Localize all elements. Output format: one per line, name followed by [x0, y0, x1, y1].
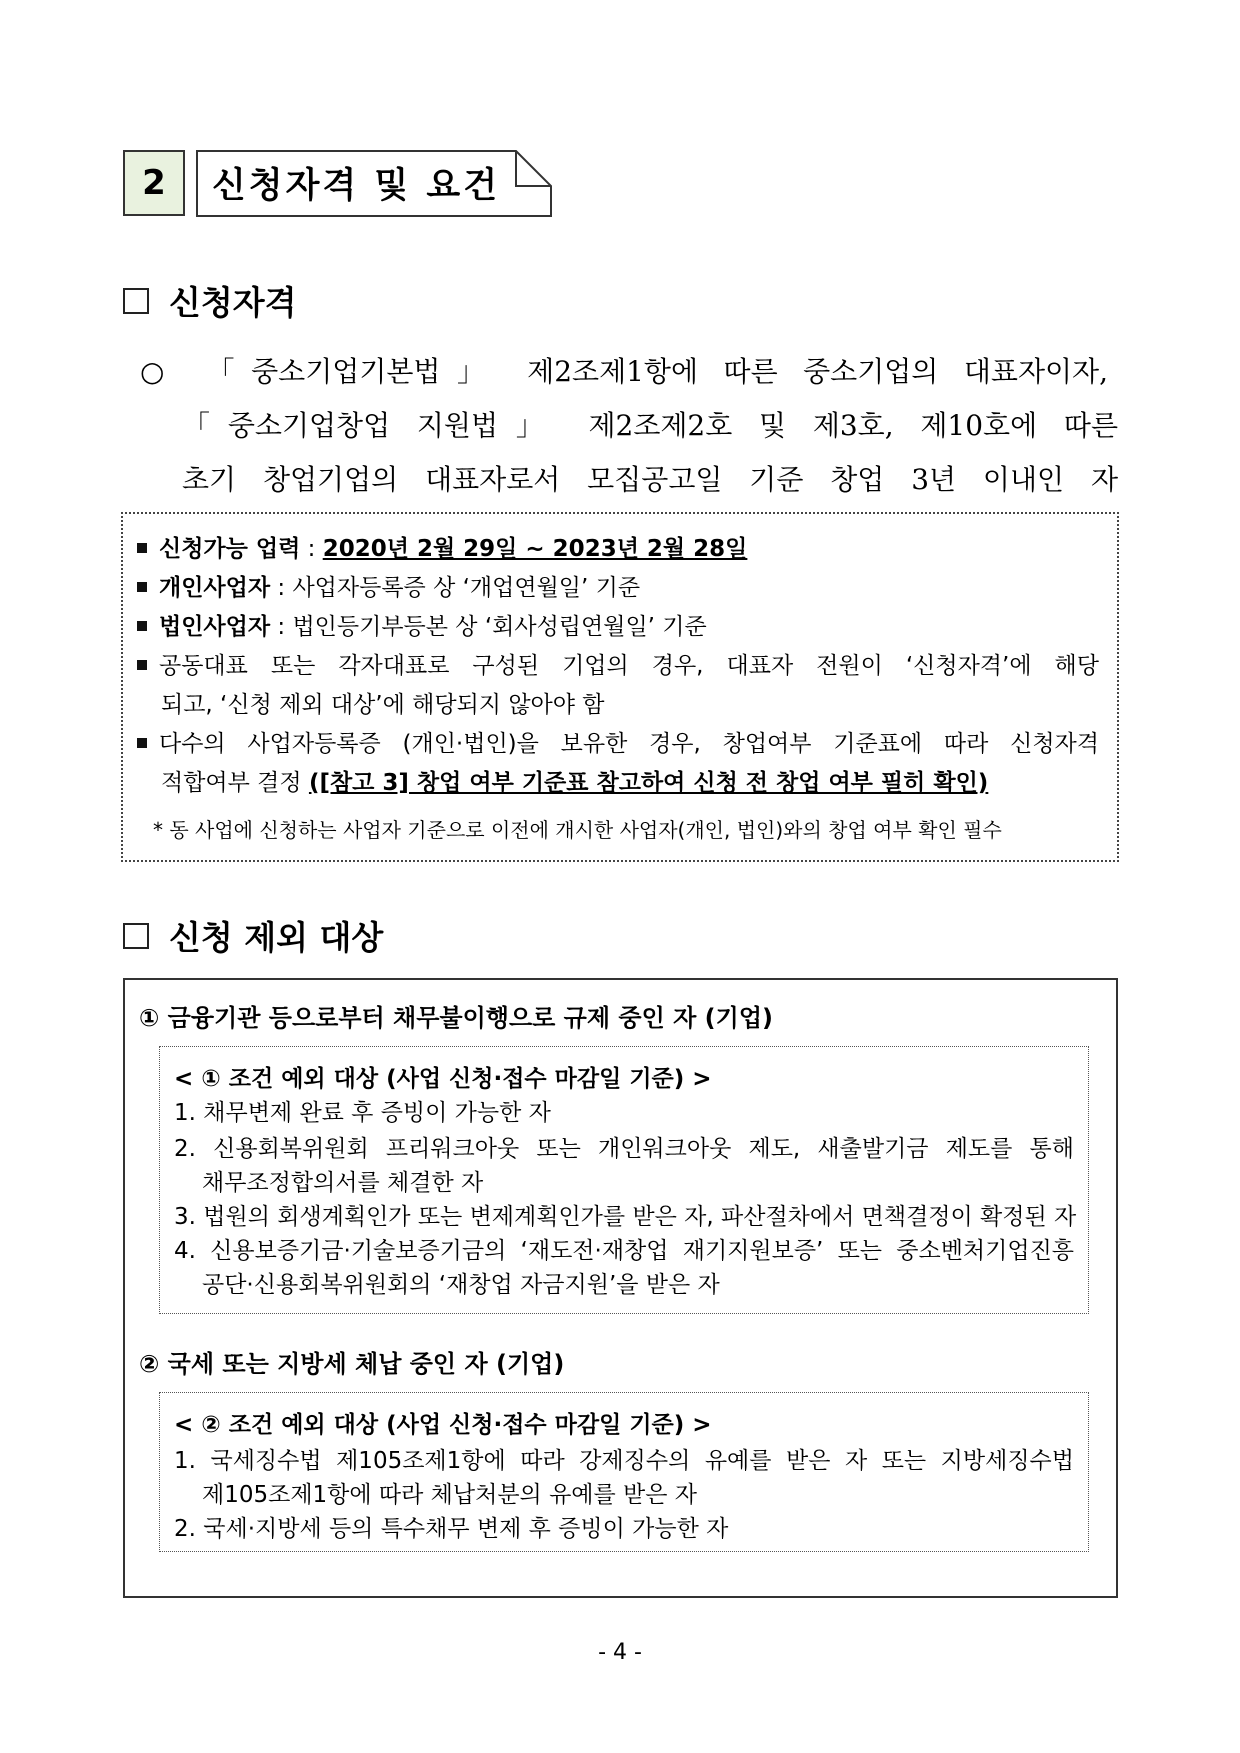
period-separator: :: [300, 536, 323, 562]
eligibility-heading-text: 신청자격: [169, 283, 297, 322]
cat1-item-4: 4. 신용보증기금·기술보증기금의 ‘재도전·재창업 재기지원보증’ 또는 중소벤처기업진흥: [174, 1238, 1074, 1264]
bullet-individual: [137, 569, 1099, 607]
corporate-text: : 법인등기부등본 상 ‘회사성립연월일’ 기준: [270, 614, 707, 640]
cat1-item-2: 2. 신용회복위원회 프리워크아웃 또는 개인워크아웃 제도, 새출발기금 제도를 통해: [174, 1136, 1074, 1162]
section-header: [123, 150, 553, 220]
multi-line-2-plain: 적합여부 결정: [161, 770, 309, 796]
exclusion-box: [123, 978, 1118, 1598]
eligibility-line-1: ○ 「중소기업기본법」 제2조제1항에 따른 중소기업의 대표자이자,: [140, 355, 1108, 388]
cat1-sub-title: < ① 조건 예외 대상 (사업 신청·접수 마감일 기준) >: [174, 1066, 712, 1092]
checkbox-square-icon: [123, 923, 149, 949]
eligibility-detail-box: [121, 512, 1119, 862]
bullet-joint: [137, 647, 1099, 685]
joint-line-1: 공동대표 또는 각자대표로 구성된 기업의 경우, 대표자 전원이 ‘신청자격’에 해당: [159, 653, 1099, 679]
cat2-item-2: 2. 국세·지방세 등의 특수채무 변제 후 증빙이 가능한 자: [174, 1516, 729, 1542]
joint-line-2: 되고, ‘신청 제외 대상’에 해당되지 않아야 함: [161, 692, 605, 718]
multi-line-1: 다수의 사업자등록증 (개인·법인)을 보유한 경우, 창업여부 기준표에 따라 신청자격: [159, 731, 1099, 757]
eligibility-note: * 동 사업에 신청하는 사업자 기준으로 이전에 개시한 사업자(개인, 법인)와의 창업 여부 확인 필수: [153, 818, 1002, 842]
section-title-box: [196, 150, 552, 216]
exclusion-category-1-title: ① 금융기관 등으로부터 채무불이행으로 규제 중인 자 (기업): [139, 1004, 773, 1032]
bullet-period: [137, 530, 1099, 568]
checkbox-square-icon: [123, 288, 149, 314]
cat1-item-2-cont: 채무조정합의서를 체결한 자: [202, 1170, 484, 1196]
bullet-corporate: [137, 608, 1099, 646]
cat2-sub-title: < ② 조건 예외 대상 (사업 신청·접수 마감일 기준) >: [174, 1412, 712, 1438]
exclusion-heading: [123, 912, 383, 959]
square-bullet-icon: [137, 543, 147, 553]
square-bullet-icon: [137, 582, 147, 592]
cat1-item-3: 3. 법원의 회생계획인가 또는 변제계획인가를 받은 자, 파산절차에서 면책결정이 확정된 자: [174, 1204, 1077, 1230]
multi-line-2: [161, 764, 1099, 802]
eligibility-line-3: 초기 창업기업의 대표자로서 모집공고일 기준 창업 3년 이내인 자: [182, 463, 1118, 496]
square-bullet-icon: [137, 738, 147, 748]
exclusion-category-1-exceptions: [159, 1046, 1089, 1314]
exclusion-heading-text: 신청 제외 대상: [169, 918, 384, 957]
eligibility-heading: [123, 277, 297, 324]
page-number: - 4 -: [598, 1640, 642, 1665]
individual-label: 개인사업자: [159, 575, 271, 601]
eligibility-line-2: 「중소기업창업 지원법」 제2조제2호 및 제3호, 제10호에 따른: [182, 409, 1118, 442]
cat1-item-1: 1. 채무변제 완료 후 증빙이 가능한 자: [174, 1100, 551, 1126]
individual-text: : 사업자등록증 상 ‘개업연월일’ 기준: [270, 575, 641, 601]
section-number: 2: [123, 150, 185, 216]
square-bullet-icon: [137, 621, 147, 631]
cat1-item-4-cont: 공단·신용회복위원회의 ‘재창업 자금지원’을 받은 자: [202, 1272, 720, 1298]
exclusion-category-2-title: ② 국세 또는 지방세 체납 중인 자 (기업): [139, 1350, 565, 1378]
corporate-label: 법인사업자: [159, 614, 271, 640]
period-value: 2020년 2월 29일 ~ 2023년 2월 28일: [322, 536, 748, 562]
bullet-multi: [137, 725, 1099, 763]
cat2-item-1-cont: 제105조제1항에 따라 체납처분의 유예를 받은 자: [202, 1482, 698, 1508]
square-bullet-icon: [137, 660, 147, 670]
exclusion-category-2-exceptions: [159, 1392, 1089, 1552]
section-title: 신청자격 및 요건: [211, 166, 501, 206]
period-label: 신청가능 업력: [159, 536, 301, 562]
cat2-item-1: 1. 국세징수법 제105조제1항에 따라 강제징수의 유예를 받은 자 또는 지방세징수법: [174, 1448, 1074, 1474]
multi-line-2-emphasis: ([참고 3] 창업 여부 기준표 참고하여 신청 전 창업 여부 필히 확인): [308, 770, 989, 796]
